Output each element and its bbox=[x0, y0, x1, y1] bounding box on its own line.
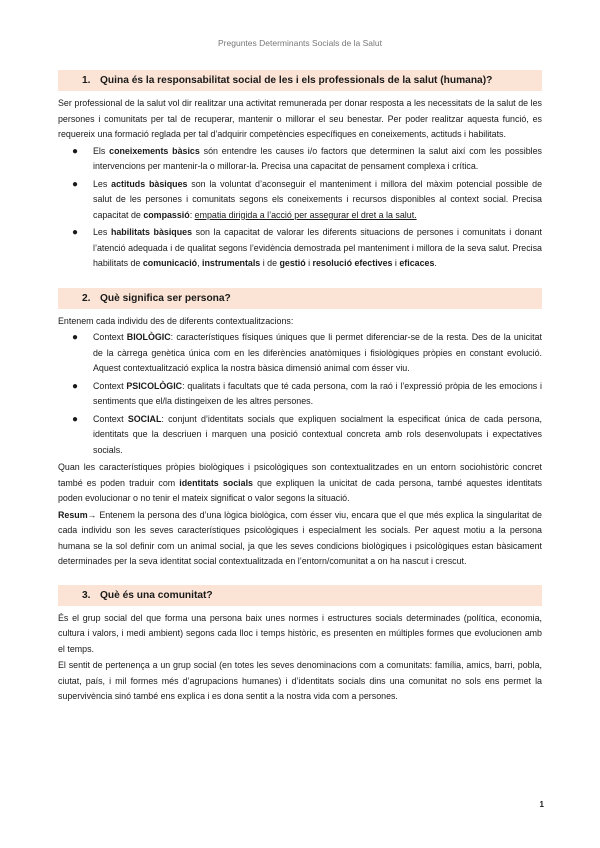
question-2-heading bbox=[58, 288, 542, 309]
question-3-paragraph-1: És el grup social del que forma una persona baix unes normes i estructures socials determinades (política, economia, cultura i valors, i medi ambient) segons cada lloc i temps històric, es presenten en múltiples formes que evolucionen amb el temps. bbox=[58, 612, 542, 654]
page-number: 1 bbox=[539, 800, 544, 809]
list-item: ● Les actituds bàsiques son la voluntat d’aconseguir el manteniment i millora del màxim potencial possible de salut de les persones i comunitats segons els coneixements i recursos disponibles al context social. Precisa capacitat de compassió: empatia dirigida a l’acció per assegurar el dret a la salut. bbox=[72, 178, 543, 220]
list-item: ● Context PSICOLÒGIC: qualitats i facultats que té cada persona, com la raó i l’expressió pròpia de les emocions i sentiments que el/la distingeixen de les altres persones. bbox=[72, 380, 542, 406]
document-body bbox=[58, 70, 542, 706]
question-2-title: Què significa ser persona? bbox=[100, 292, 231, 304]
question-2-list bbox=[58, 330, 542, 458]
question-3-title: Què és una comunitat? bbox=[100, 589, 213, 601]
question-3-number: 3. bbox=[82, 589, 91, 601]
list-item: ● Context SOCIAL: conjunt d’identitats socials que expliquen socialment la especificat única de cada persona, identitats que la descriuen i marquen una posició contextual concreta amb rols desenvolupats i expectatives socials. bbox=[72, 413, 542, 455]
bullet-icon: ● bbox=[72, 332, 79, 343]
question-1-title: Quina és la responsabilitat social de les i els professionals de la salut (humana)? bbox=[100, 75, 493, 86]
question-1-heading bbox=[58, 70, 542, 91]
question-3-heading bbox=[58, 585, 542, 606]
list-item: ● Les habilitats bàsiques son la capacitat de valorar les diferents situacions de persones i comunitats i donant l’atenció adequada i de qualitat segons l’evidència demostrada pel manteniment i millora de la seva salut. Precisa habilitats de comunicació, instrumentals i de gestió i resolució efectives i eficaces. bbox=[72, 227, 542, 268]
question-2-paragraph: Quan les característiques pròpies biològiques i psicològiques son contextualitzades en un entorn sociohistòric concret també es poden traduir com identitats socials que expliquen la unicitat de cada persona, també aquestes identitats poden evolucionar o no tenir el mateix significat o valor segons la situació. bbox=[58, 462, 542, 503]
list-item: ● Context BIOLÒGIC: característiques físiques úniques que li permet diferenciar-se de la resta. Des de la unicitat de la càrrega genètica única com en les diferències anatòmiques i fisiològiques pròpies en constant evolució. Aquest contextualització explica la nostra bàsica dimensió animal com ésser viu. bbox=[72, 332, 542, 373]
bullet-icon: ● bbox=[72, 413, 79, 425]
list-item: ● Els coneixements bàsics són entendre les causes i/o factors que determinen la salut així com les possibles intervencions per mantenir-la o millorar-la. Precisa una capacitat de pensament complexa i crítica. bbox=[72, 145, 542, 171]
question-2-number: 2. bbox=[82, 292, 91, 304]
arrow-icon: → bbox=[87, 509, 97, 520]
question-3-paragraph-2: El sentit de pertenença a un grup social (en totes les seves denominacions com a comunitats: família, amics, barri, pobla, ciutat, país, i mil formes més d’agrupacions humanes) i d’identitats socials dins una comunitat no sols ens permet la supervivència sinó també ens explica i es dona sentit a la nostra vida com a persones. bbox=[58, 660, 542, 701]
page-header: Preguntes Determinants Socials de la Salut bbox=[218, 38, 382, 48]
bullet-icon: ● bbox=[72, 145, 79, 157]
bullet-icon: ● bbox=[72, 227, 79, 238]
question-1-number: 1. bbox=[82, 75, 91, 86]
summary-label: Resum bbox=[58, 509, 88, 520]
question-1-intro: Ser professional de la salut vol dir realitzar una activitat remunerada per donar resposta a les necessitats de la salut de les persones i comunitats per tal de recuperar, mantenir o millorar el seu benestar. Per poder realitzar aquesta funció, es requereix una formació reglada per tal d’adquirir competències específiques en coneixements, actituds i habilitats. bbox=[58, 98, 542, 139]
question-2-intro: Entenem cada individu des de diferents contextualitzacions: bbox=[58, 315, 294, 326]
question-1-list bbox=[58, 144, 542, 272]
question-2-summary: Resum→ Entenem la persona des d’una lògica biològica, com ésser viu, encara que el que més explica la singularitat de cada individu son les seves característiques psicològiques i especialment les socials. Per aquest motiu a la persona humana se la sol definir com un animal social, ja que les seves condicions biològiques i psicològiques estan bàsicament determinades per la seva identitat social contextualitzada en l’entorn/comunitat a on ha nascut i crescut. bbox=[58, 509, 542, 566]
bullet-icon: ● bbox=[72, 380, 79, 392]
bullet-icon: ● bbox=[72, 178, 79, 190]
